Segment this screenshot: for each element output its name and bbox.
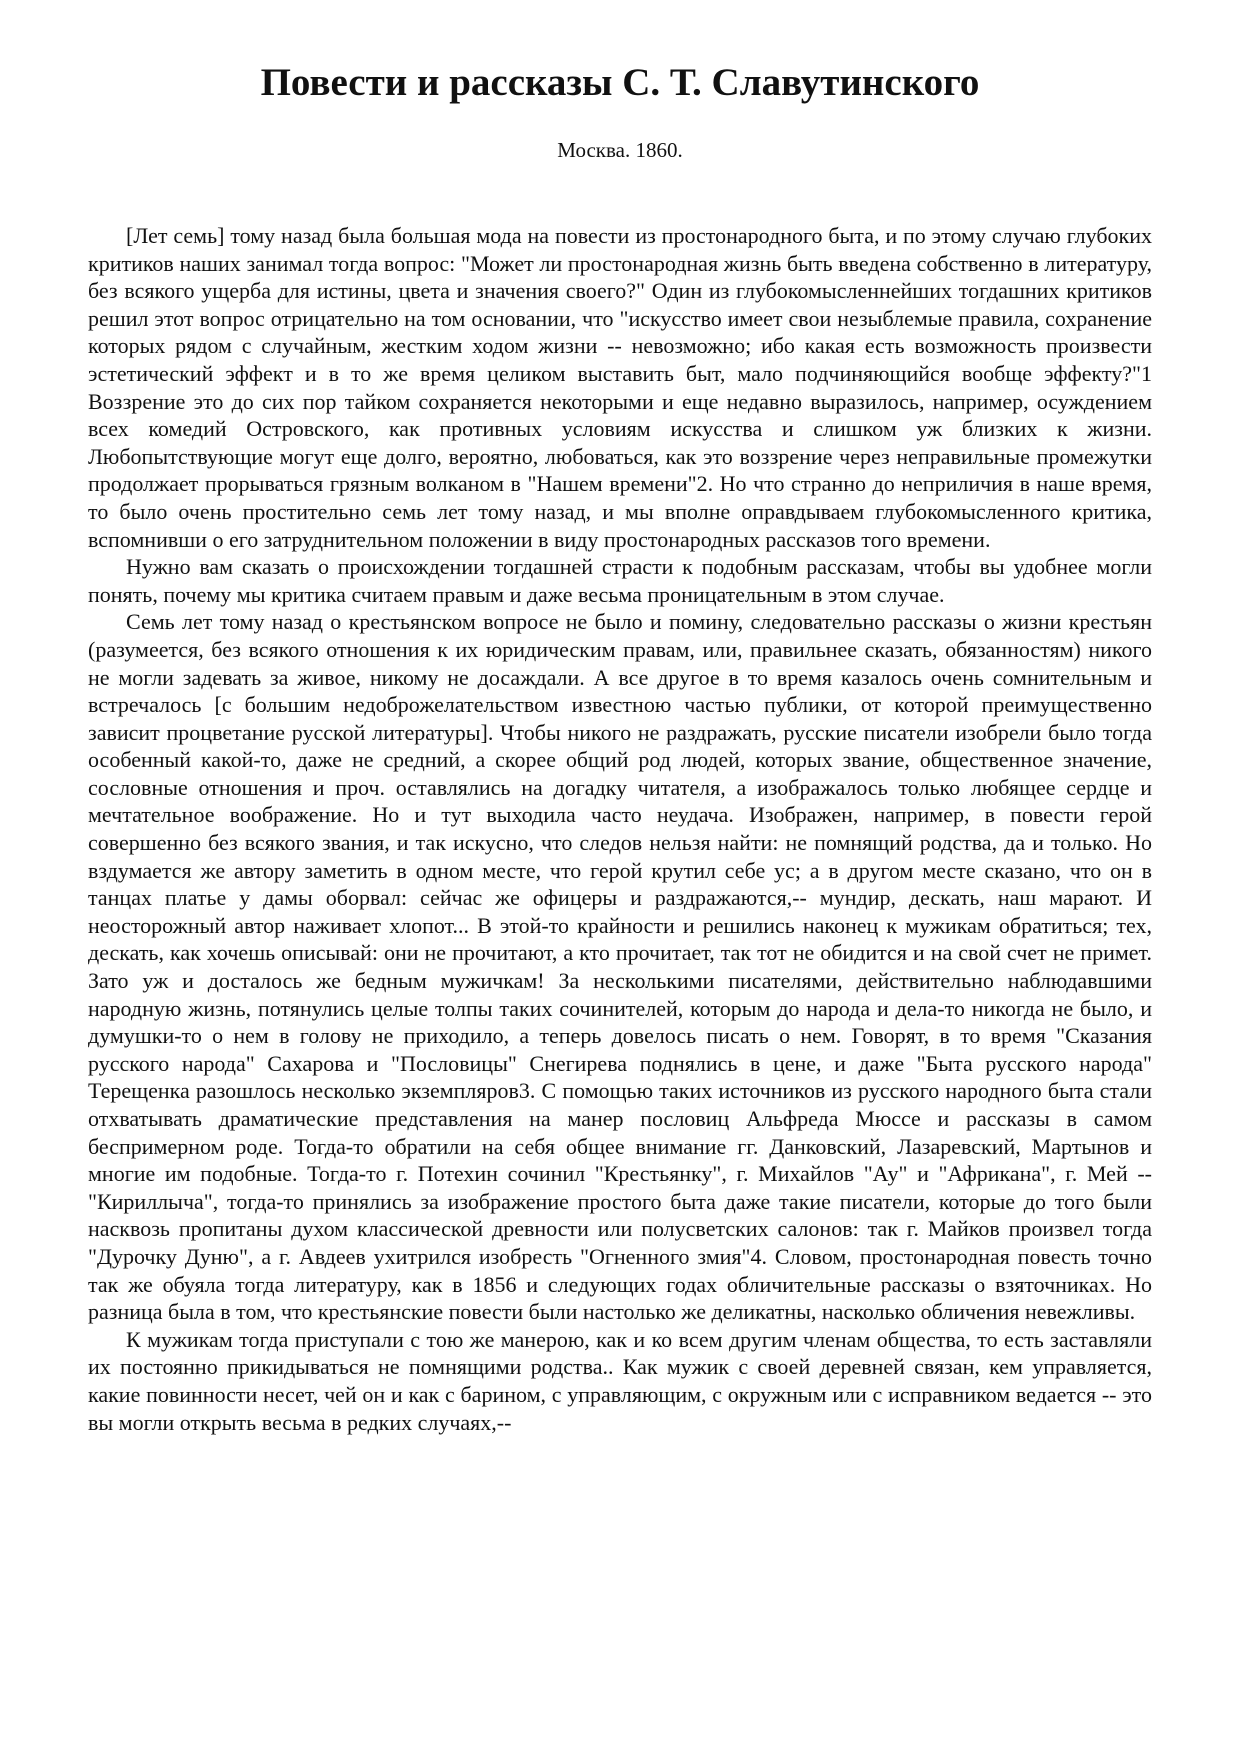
document-title: Повести и рассказы С. Т. Славутинского bbox=[260, 61, 980, 104]
paragraph-4: К мужикам тогда приступали с тою же манерою, как и ко всем другим членам общества, то есть заставляли их постоянно прикидываться не помнящими родства.. Как мужик с своей деревней связан, кем управляется, какие повинности несет, чей он и как с барином, с управляющим, с окружным или с исправником ведается -- это вы могли открыть весьма в редких случаях,-- bbox=[88, 1326, 1152, 1435]
paragraph-2: Нужно вам сказать о происхождении тогдашней страсти к подобным рассказам, чтобы вы удобнее могли понять, почему мы критика считаем правым и даже весьма проницательным в этом случае. bbox=[88, 554, 1152, 607]
paragraph-3: Семь лет тому назад о крестьянском вопросе не было и помину, следовательно рассказы о жизни крестьян (разумеется, без всякого отношения к их юридическим правам, или, правильнее сказать, обязанностям) никого не могли задевать за живое, никому не досаждали. А все другое в то время казалось очень сомнительным и встречалось [с большим недоброжелательством известною частью публики, от которой преимущественно зависит процветание русской литературы]. Чтобы никого не раздражать, русские писатели изобрели было тогда особенный какой-то, даже не средний, а скорее общий род людей, которых звание, общественное значение, сословные отношения и проч. оставлялись на догадку читателя, а изображалось только любящее сердце и мечтательное воображение. Но и тут выходила часто неудача. Изображен, например, в повести герой совершенно без всякого звания, и так искусно, что следов нельзя найти: не помнящий родства, да и только. Но вздумается же автору заметить в одном месте, что герой крутил себе ус; а в другом месте сказано, что он в танцах платье у дамы оборвал: сейчас же офицеры и раздражаются,-- мундир, дескать, наш марают. И неосторожный автор наживает хлопот... В этой-то крайности и решились наконец к мужикам обратиться; тех, дескать, как хочешь описывай: они не прочитают, а кто прочитает, так тот не обидится и на свой счет не примет. Зато уж и досталось же бедным мужичкам! За несколькими писателями, действительно наблюдавшими народную жизнь, потянулись целые толпы таких сочинителей, которым до народа и дела-то никогда не было, и думушки-то о нем в голову не приходило, а теперь довелось писать о нем. Говорят, в то время "Сказания русского народа" Сахарова и "Пословицы" Снегирева поднялись в цене, и даже "Быта русского народа" Терещенка разошлось несколько экземпляров3. С помощью таких источников из русского народного быта стали отхватывать драматические представления на манер пословиц Альфреда Мюссе и рассказы в самом беспримерном роде. Тогда-то обратили на себя общее внимание гг. Данковский, Лазаревский, Мартынов и многие им подобные. Тогда-то г. Потехин сочинил "Крестьянку", г. Михайлов "Ау" и "Африкана", г. Мей -- "Кириллыча", тогда-то принялись за изображение простого быта даже такие писатели, которые до того были насквозь пропитаны духом классической древности или полусветских салонов: так г. Майков произвел тогда "Дурочку Дуню", а г. Авдеев ухитрился изобресть "Огненного змия"4. Словом, простонародная повесть точно так же обуяла тогда литературу, как в 1856 и следующих годах обличительные рассказы о взяточниках. Но разница была в том, что крестьянские повести были настолько же деликатны, насколько обличения невежливы. bbox=[88, 609, 1152, 1325]
document-subtitle: Москва. 1860. bbox=[557, 138, 683, 162]
document-body bbox=[88, 222, 1152, 1436]
paragraph-1: [Лет семь] тому назад была большая мода на повести из простонародного быта, и по этому случаю глубоких критиков наших занимал тогда вопрос: "Может ли простонародная жизнь быть введена собственно в литературу, без всякого ущерба для истины, цвета и значения своего?" Один из глубокомысленнейших тогдашних критиков решил этот вопрос отрицательно на том основании, что "искусство имеет свои незыблемые правила, сохранение которых рядом с случайным, жестким ходом жизни -- невозможно; ибо какая есть возможность произвести эстетический эффект и в то же время целиком выставить быт, мало подчиняющийся вообще эффекту?"1 Воззрение это до сих пор тайком сохраняется некоторыми и еще недавно выразилось, например, осуждением всех комедий Островского, как противных условиям искусства и слишком уж близких к жизни. Любопытствующие могут еще долго, вероятно, любоваться, как это воззрение через неправильные промежутки продолжает прорываться грязным волканом в "Нашем времени"2. Но что странно до неприличия в наше время, то было очень простительно семь лет тому назад, и мы вполне оправдываем глубокомысленного критика, вспомнивши о его затруднительном положении в виду простонародных рассказов того времени. bbox=[88, 223, 1152, 552]
